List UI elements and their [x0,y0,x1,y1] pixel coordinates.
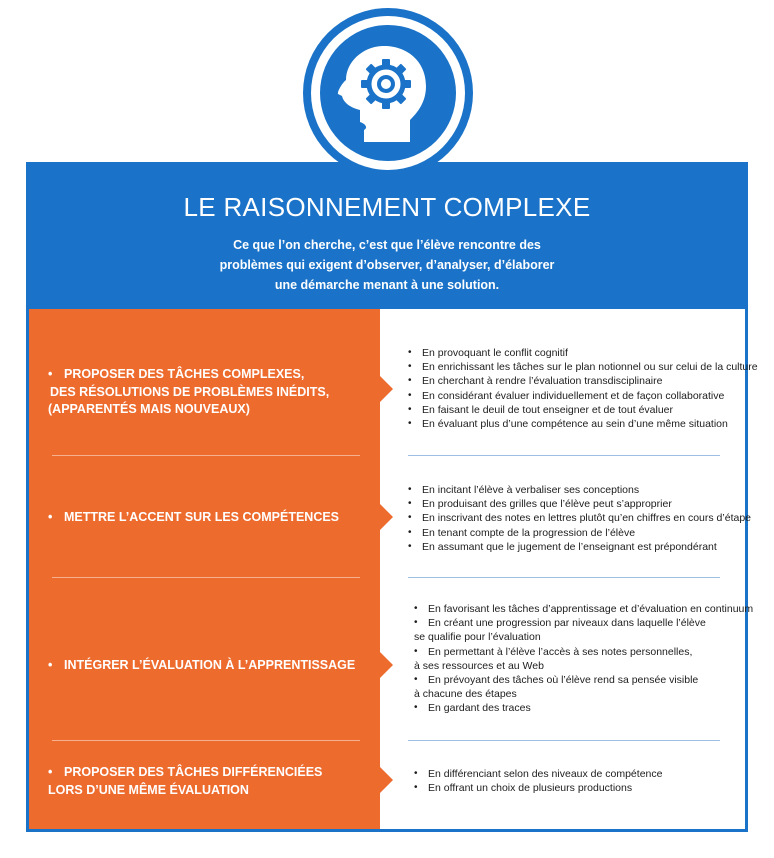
section-label-line: DES RÉSOLUTIONS DE PROBLÈMES INÉDITS, [50,384,330,399]
section-list-1 [408,346,758,431]
divider [408,577,720,578]
subtitle-line: une démarche menant à une solution. [274,278,500,292]
arrow-pointer [380,504,393,530]
list-item: • En gardant des traces [414,701,753,715]
section-label-line: METTRE L’ACCENT SUR LES COMPÉTENCES [64,510,340,524]
section-label-1: • PROPOSER DES TÂCHES COMPLEXES, DES RÉSOLUTIONS DE PROBLÈMES INÉDITS, (APPARENTÉS MAIS NOUVEAUX) [48,367,330,416]
section-label-line: INTÉGRER L’ÉVALUATION À L’APPRENTISSAGE [64,658,356,672]
divider [408,740,720,741]
list-item-continuation: à chacune des étapes [414,688,517,701]
arrow-pointer [380,652,393,678]
list-item: • En enrichissant les tâches sur le plan notionnel ou sur celui de la culture [408,360,758,374]
subtitle-line: Ce que l’on cherche, c’est que l’élève rencontre des [233,238,541,252]
list-item: • En créant une progression par niveaux dans laquelle l’élève [414,616,753,630]
section-label-4: • PROPOSER DES TÂCHES DIFFÉRENCIÉES LORS D’UNE MÊME ÉVALUATION [48,765,323,797]
list-item: • En cherchant à rendre l’évaluation transdisciplinaire [408,374,758,388]
divider [52,455,360,456]
list-item-continuation: se qualifie pour l’évaluation [414,631,541,644]
section-label-2: • METTRE L’ACCENT SUR LES COMPÉTENCES [48,510,340,524]
head-with-gear-icon [330,36,442,148]
section-label-line: PROPOSER DES TÂCHES DIFFÉRENCIÉES [64,765,323,779]
divider [408,455,720,456]
list-item: • En prévoyant des tâches où l’élève rend sa pensée visible [414,673,753,687]
section-label-line: (APPARENTÉS MAIS NOUVEAUX) [48,402,250,416]
page-title: LE RAISONNEMENT COMPLEXE [183,192,591,222]
divider [52,740,360,741]
list-item: • En favorisant les tâches d’apprentissage et d’évaluation en continuum [414,602,753,616]
list-item: • En provoquant le conflit cognitif [408,346,758,360]
list-item: • En différenciant selon des niveaux de compétence [414,767,662,781]
section-list-3 [414,602,753,716]
list-item: • En permettant à l’élève l’accès à ses notes personnelles, [414,645,753,659]
arrow-pointer [380,376,393,402]
list-item: • En tenant compte de la progression de l’élève [408,526,751,540]
divider [52,577,360,578]
list-item: • En offrant un choix de plusieurs productions [414,781,662,795]
list-item-continuation: à ses ressources et au Web [414,659,544,672]
list-item: • En inscrivant des notes en lettres plutôt qu’en chiffres en cours d’étape [408,511,751,525]
section-label-line: LORS D’UNE MÊME ÉVALUATION [48,782,249,797]
list-item: • En assumant que le jugement de l’enseignant est prépondérant [408,540,751,554]
subtitle [200,235,574,295]
list-item: • En faisant le deuil de tout enseigner et de tout évaluer [408,403,758,417]
list-item: • En considérant évaluer individuellement et de façon collaborative [408,389,758,403]
section-list-4 [414,767,662,795]
subtitle-line: problèmes qui exigent d’observer, d’analyser, d’élaborer [219,258,555,272]
list-item: • En produisant des grilles que l’élève peut s’approprier [408,497,751,511]
section-label-3: • INTÉGRER L’ÉVALUATION À L’APPRENTISSAGE [48,658,356,672]
list-item: • En évaluant plus d’une compétence au sein d’une même situation [408,417,758,431]
section-list-2 [408,483,751,554]
section-label-line: PROPOSER DES TÂCHES COMPLEXES, [64,367,305,381]
arrow-pointer [380,767,393,793]
list-item: • En incitant l’élève à verbaliser ses conceptions [408,483,751,497]
